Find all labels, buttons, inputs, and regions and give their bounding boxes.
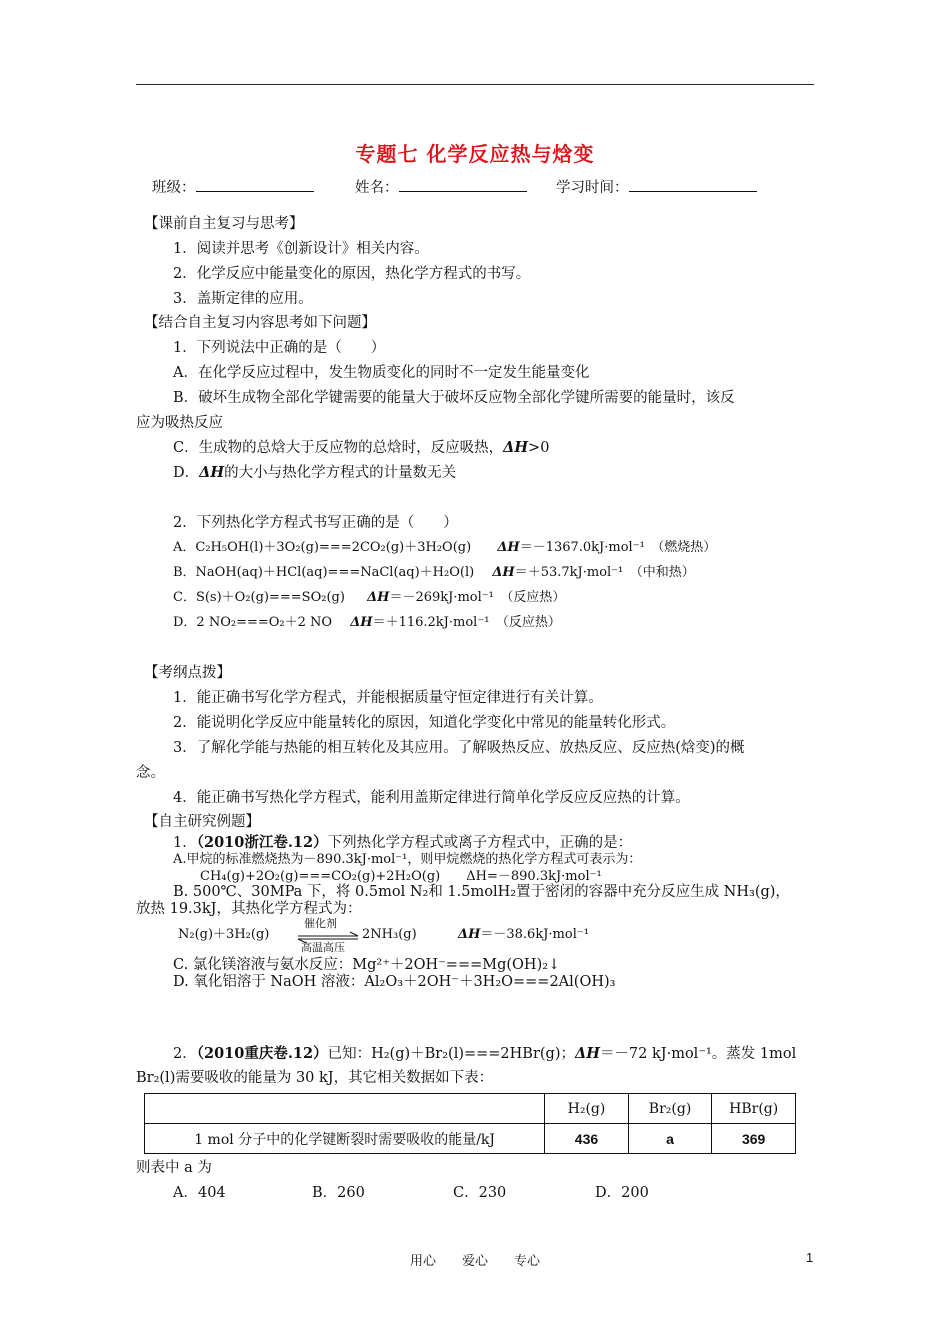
option: 应为吸热反应: [136, 415, 223, 431]
option: D．2 NO₂===O₂＋2 NO ΔH＝＋116.2kJ·mol⁻¹ （反应热）: [173, 615, 561, 630]
time-field: [556, 177, 757, 198]
option: A．C₂H₅OH(l)＋3O₂(g)===2CO₂(g)＋3H₂O(g) ΔH＝－1367.0kJ·mol⁻¹ （燃烧热）: [173, 540, 717, 555]
class-blank: [196, 177, 314, 192]
table-header-cell: H₂(g): [545, 1094, 629, 1124]
list-item: 3．了解化学能与热能的相互转化及其应用。了解吸热反应、放热反应、反应热(焓变)的概: [173, 740, 745, 756]
page-title: 专题七 化学反应热与焓变: [355, 142, 595, 166]
option: 放热 19.3kJ，其热化学方程式为：: [136, 901, 362, 917]
time-blank: [629, 177, 757, 192]
table-header-cell: HBr(g): [712, 1094, 796, 1124]
page-number: 1: [806, 1250, 814, 1265]
equation-left: N₂(g)＋3H₂(g): [178, 927, 270, 942]
section-heading: 【结合自主复习内容思考如下问题】: [144, 315, 376, 331]
bond-energy-table: [144, 1093, 796, 1154]
table-cell: a: [628, 1124, 712, 1154]
list-item: 1．能正确书写化学方程式，并能根据质量守恒定律进行有关计算。: [173, 690, 603, 706]
option: D．200: [595, 1185, 649, 1201]
class-label: 班级：: [152, 180, 196, 196]
equation-right: 2NH₃(g): [362, 927, 417, 942]
example-question-cont: 则表中 a 为: [136, 1160, 212, 1176]
list-item: 2．能说明化学反应中能量转化的原因，知道化学变化中常见的能量转化形式。: [173, 715, 676, 731]
name-blank: [399, 177, 527, 192]
section-heading: 【考纲点拨】: [144, 665, 231, 681]
table-header-cell: Br₂(g): [628, 1094, 712, 1124]
list-item: 2．化学反应中能量变化的原因，热化学方程式的书写。: [173, 266, 531, 282]
section-heading: 【课前自主复习与思考】: [144, 216, 304, 232]
name-field: [355, 177, 527, 198]
condition-label: 高温高压: [301, 941, 345, 954]
option: C．S(s)＋O₂(g)===SO₂(g) ΔH＝－269kJ·mol⁻¹ （反应热）: [173, 590, 566, 605]
table-header-row: [145, 1094, 796, 1124]
option: D．ΔH的大小与热化学方程式的计量数无关: [173, 464, 457, 481]
table-cell: 436: [545, 1124, 629, 1154]
list-item: 3．盖斯定律的应用。: [173, 291, 313, 307]
question: 1．下列说法中正确的是（ ）: [173, 340, 386, 356]
example-question: 2．（2010重庆卷.12）已知：H₂(g)＋Br₂(l)===2HBr(g)；ΔH＝－72 kJ·mol⁻¹。蒸发 1mol: [173, 1045, 797, 1062]
table-row-label: 1 mol 分子中的化学键断裂时需要吸收的能量/kJ: [145, 1124, 545, 1154]
time-label: 学习时间：: [556, 180, 629, 196]
option: A．在化学反应过程中，发生物质变化的同时不一定发生能量变化: [173, 365, 590, 381]
option: B. 500℃、30MPa 下，将 0.5mol N₂和 1.5molH₂置于密闭的容器中充分反应生成 NH₃(g)，: [173, 884, 790, 900]
footer-text: 用心 爱心 专心: [409, 1254, 540, 1269]
table-row: [145, 1124, 796, 1154]
equation: CH₄(g)+2O₂(g)===CO₂(g)+2H₂O(g) ΔH=－890.3kJ·mol⁻¹: [200, 869, 602, 884]
option: C. 氯化镁溶液与氨水反应：Mg²⁺＋2OH⁻===Mg(OH)₂↓: [173, 957, 561, 973]
list-item: 念。: [136, 765, 165, 781]
example-question: 1．（2010浙江卷.12）下列热化学方程式或离子方程式中，正确的是：: [173, 834, 633, 851]
option: D. 氧化铝溶于 NaOH 溶液：Al₂O₃＋2OH⁻＋3H₂O===2Al(OH)₃: [173, 974, 616, 990]
name-label: 姓名：: [355, 180, 399, 196]
table-cell: 369: [712, 1124, 796, 1154]
question: 2．下列热化学方程式书写正确的是（ ）: [173, 515, 458, 531]
option: A.甲烷的标准燃烧热为－890.3kJ·mol⁻¹，则甲烷燃烧的热化学方程式可表示为：: [173, 852, 642, 867]
option: A．404: [173, 1185, 226, 1201]
list-item: 4．能正确书写热化学方程式，能利用盖斯定律进行简单化学反应反应热的计算。: [173, 790, 690, 806]
header-rule: [136, 84, 814, 85]
section-heading: 【自主研究例题】: [144, 814, 260, 830]
option: C．230: [453, 1185, 507, 1201]
option: B．NaOH(aq)＋HCl(aq)===NaCl(aq)＋H₂O(l) ΔH＝＋53.7kJ·mol⁻¹ （中和热）: [173, 565, 695, 580]
option: B．260: [312, 1185, 365, 1201]
option: C．生成物的总焓大于反应物的总焓时，反应吸热，ΔH>0: [173, 439, 550, 456]
example-question-cont: Br₂(l)需要吸收的能量为 30 kJ，其它相关数据如下表：: [136, 1070, 494, 1086]
option: B．破坏生成物全部化学键需要的能量大于破坏反应物全部化学键所需要的能量时，该反: [173, 390, 735, 406]
equation-enthalpy: ΔH＝－38.6kJ·mol⁻¹: [458, 927, 589, 942]
table-header-cell: [145, 1094, 545, 1124]
list-item: 1．阅读并思考《创新设计》相关内容。: [173, 241, 429, 257]
class-field: [152, 177, 314, 198]
catalyst-label: 催化剂: [304, 917, 337, 930]
